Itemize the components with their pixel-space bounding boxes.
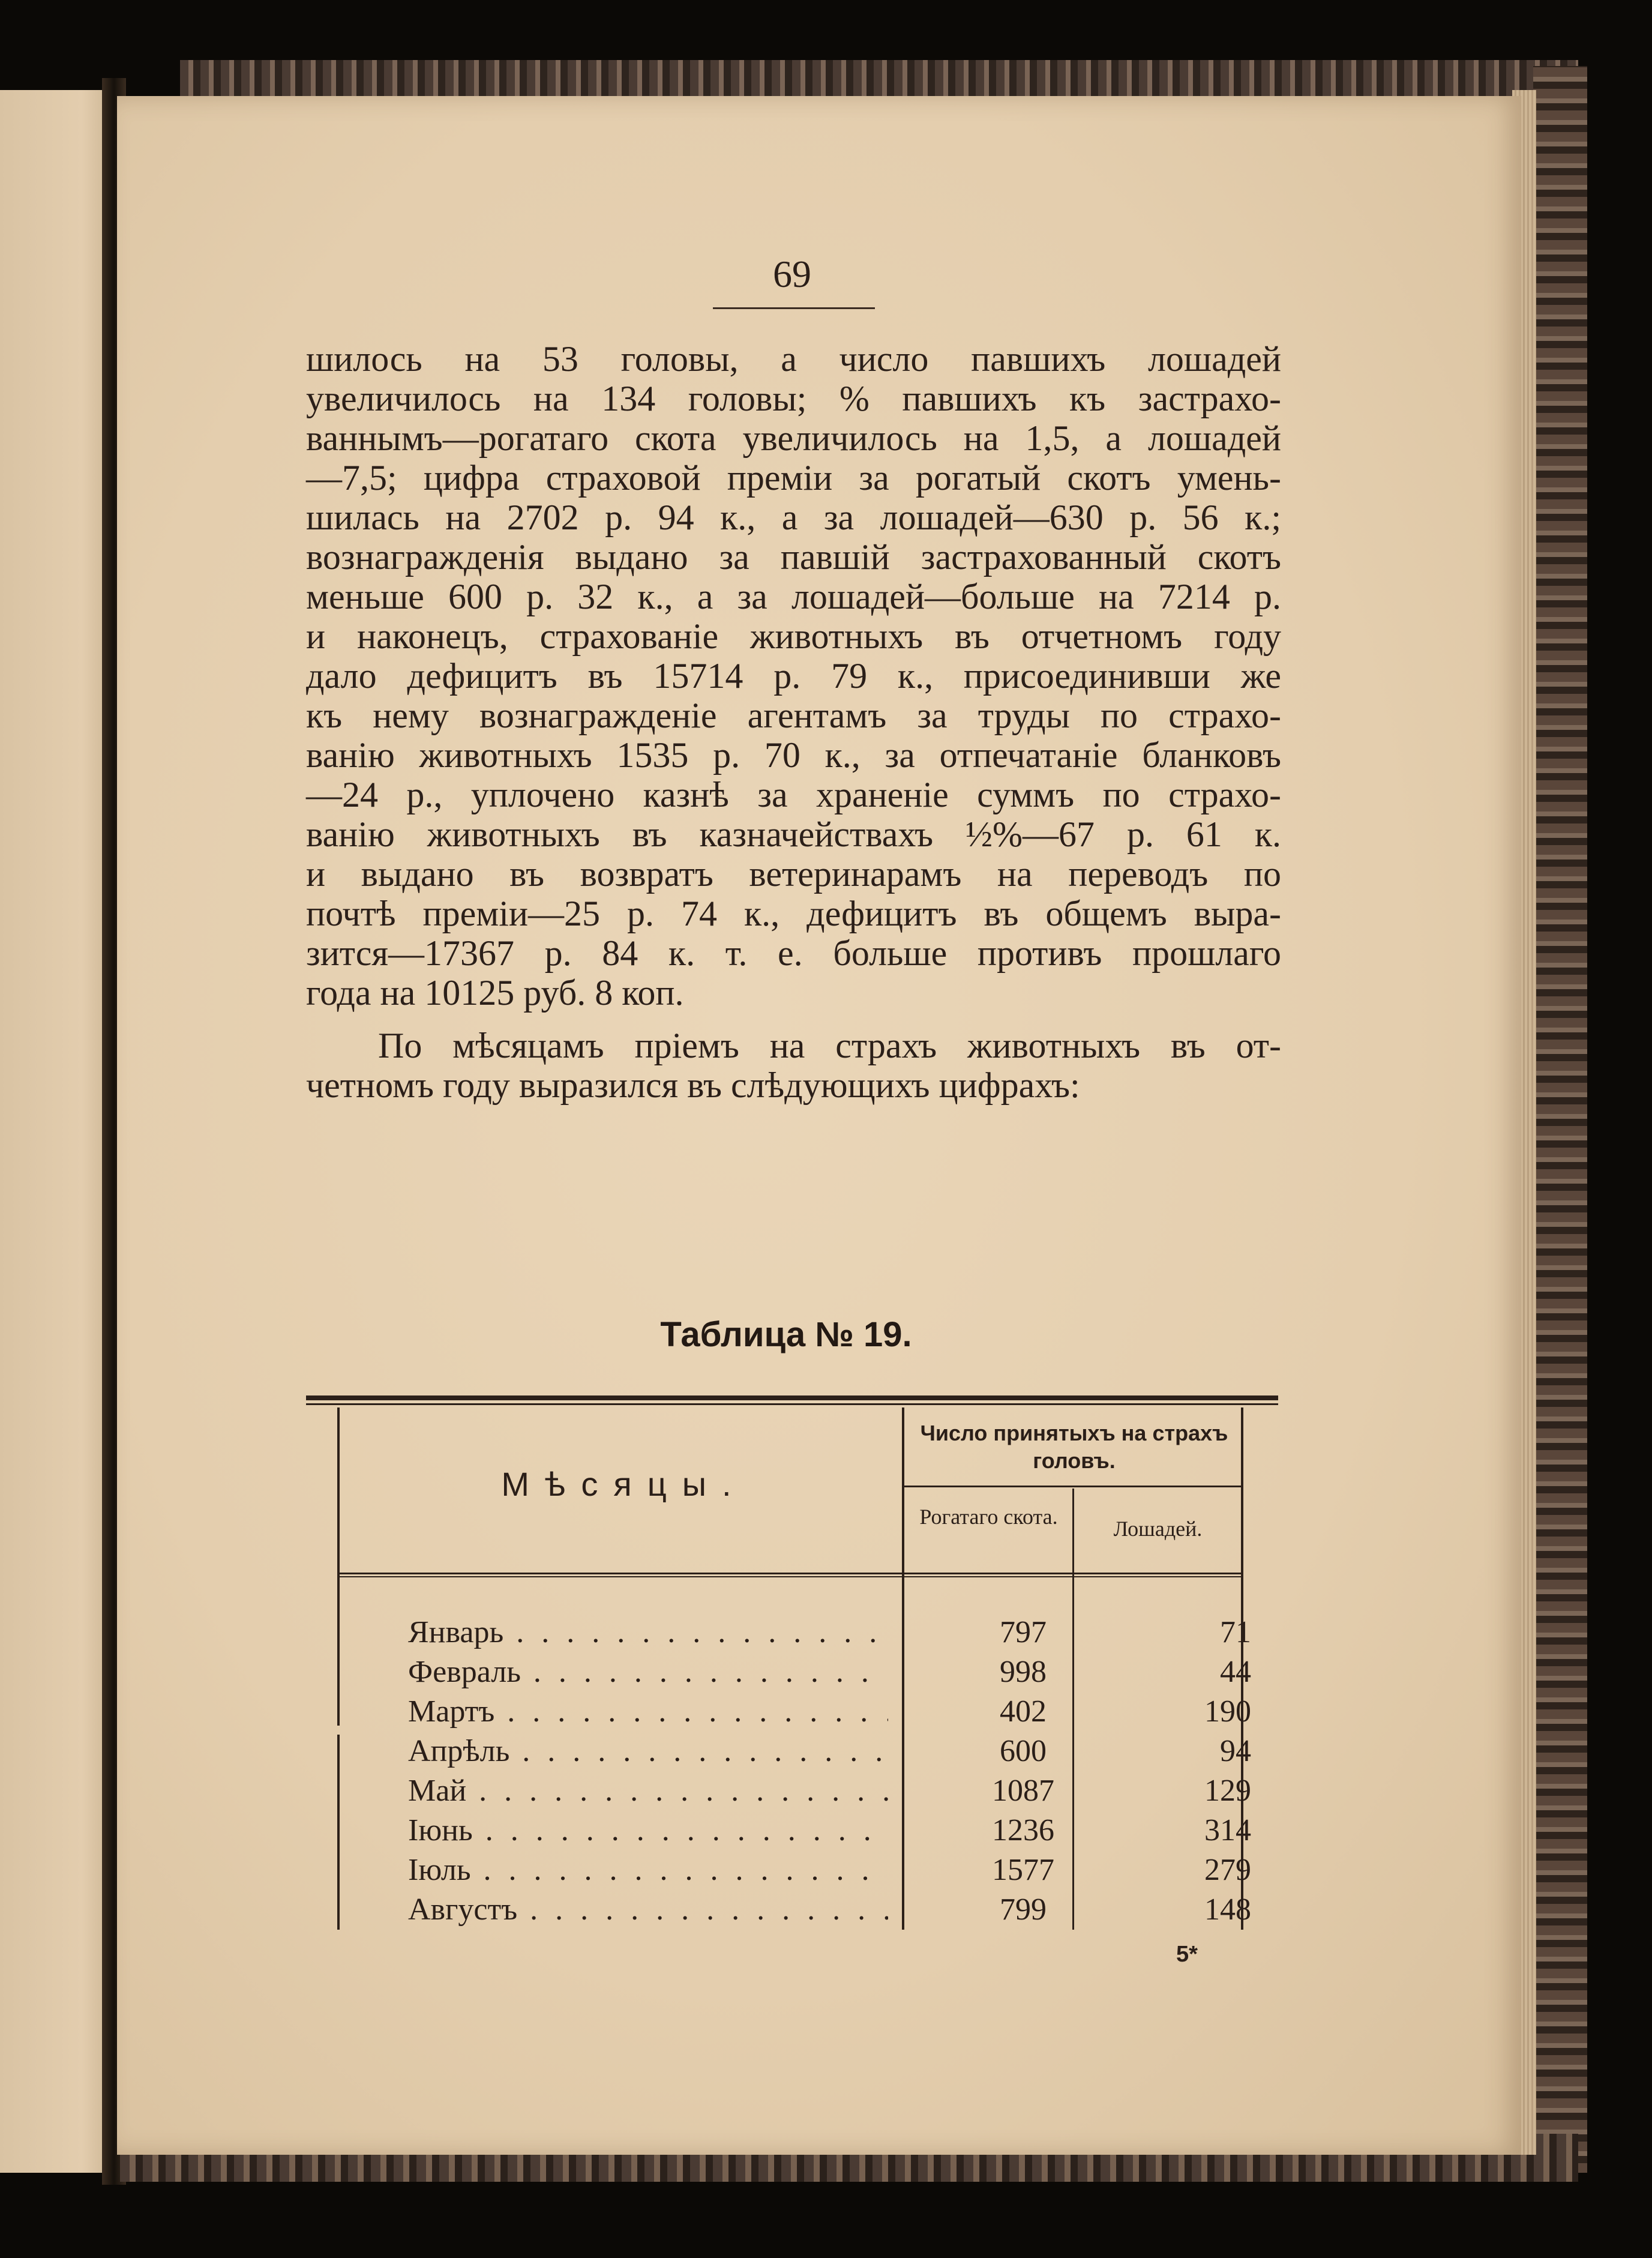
month-cell: Мартъ . . . [408, 1694, 888, 1729]
cattle-cell: 998 [1000, 1655, 1047, 1689]
table-row [408, 1892, 1260, 1931]
text-line: шилось на 53 головы, а число павшихъ лошадей [306, 339, 1281, 379]
text-line: ваннымъ—рогатаго скота увеличилось на 1,5, а лошадей [306, 418, 1281, 458]
text-line: и выдано въ возвратъ ветеринарамъ на переводъ по [306, 854, 1281, 894]
text-line: ванiю животныхъ въ казначействахъ ½%—67 р. 61 к. [306, 814, 1281, 854]
horses-cell: 44 [1220, 1655, 1251, 1689]
month-cell: Iюнь . . . [408, 1813, 888, 1848]
horses-cell: 279 [1204, 1853, 1251, 1887]
col-header-cattle: Рогатаго скота. [919, 1505, 1058, 1529]
text-line: года на 10125 руб. 8 коп. [306, 973, 684, 1013]
text-line: къ нему вознагражденiе агентамъ за труды по страхо- [306, 696, 1281, 735]
table-row [408, 1733, 1260, 1773]
col-group-header: Число принятыхъ на страхъ головъ. [920, 1421, 1228, 1473]
table-left-border-lower [337, 1735, 340, 1930]
cattle-cell: 1577 [992, 1853, 1054, 1887]
horses-cell: 94 [1220, 1734, 1251, 1768]
text-line: зится—17367 р. 84 к. т. е. больше противъ прошлаго [306, 933, 1281, 973]
signature-mark: 5* [1176, 1942, 1198, 1967]
cattle-cell: 797 [1000, 1615, 1047, 1649]
text-line: меньше 600 р. 32 к., а за лошадей—больше на 7214 р. [306, 577, 1281, 616]
cattle-cell: 1236 [992, 1813, 1054, 1847]
table-header-rule [339, 1573, 1241, 1574]
col-header-horses: Лошадей. [1113, 1517, 1203, 1541]
table-row [408, 1852, 1260, 1892]
table-row [408, 1654, 1260, 1694]
table-row [408, 1694, 1260, 1733]
table-caption: Таблица № 19. [660, 1315, 912, 1354]
text-line: увеличилось на 134 головы; % павшихъ къ застрахо- [306, 379, 1281, 418]
horses-cell: 129 [1204, 1774, 1251, 1808]
month-cell: Августъ . . . [408, 1892, 888, 1927]
body-text [306, 339, 1281, 1105]
month-cell: Февраль . . . [408, 1654, 888, 1690]
text-line: дало дефицитъ въ 15714 р. 79 к., присоединивши же [306, 656, 1281, 696]
text-line: вознагражденiя выдано за павшiй застрахованный скотъ [306, 537, 1281, 577]
text-line: ванiю животныхъ 1535 р. 70 к., за отпечатанiе бланковъ [306, 735, 1281, 775]
table-left-border-upper [337, 1407, 340, 1726]
cattle-cell: 600 [1000, 1734, 1047, 1768]
text-line: —7,5; цифра страховой премiи за рогатый скотъ умень- [306, 458, 1281, 498]
horses-cell: 190 [1204, 1694, 1251, 1729]
text-line: По мѣсяцамъ прiемъ на страхъ животныхъ въ от- [378, 1026, 1281, 1065]
table-group-rule [903, 1486, 1241, 1487]
horses-cell: 148 [1204, 1892, 1251, 1927]
horses-cell: 314 [1204, 1813, 1251, 1847]
cattle-cell: 1087 [992, 1774, 1054, 1808]
cattle-cell: 402 [1000, 1694, 1047, 1729]
cattle-cell: 799 [1000, 1892, 1047, 1927]
table-row [408, 1773, 1260, 1813]
table-header-rule-thin [339, 1576, 1241, 1577]
table-row [408, 1813, 1260, 1852]
month-cell: Май . . . [408, 1773, 888, 1808]
text-line: шилась на 2702 р. 94 к., а за лошадей—630 р. 56 к.; [306, 498, 1281, 537]
cover-right [1533, 66, 1587, 2173]
page-number-rule [713, 307, 875, 309]
text-line: —24 р., уплочено казнѣ за храненiе суммъ по страхо- [306, 775, 1281, 814]
text-line: четномъ году выразился въ слѣдующихъ цифрахъ: [306, 1065, 1080, 1105]
text-line: почтѣ премiи—25 р. 74 к., дефицитъ въ общемъ выра- [306, 894, 1281, 933]
table-top-rule [306, 1395, 1278, 1400]
text-line: и наконецъ, страхованiе животныхъ въ отчетномъ году [306, 616, 1281, 656]
table-top-rule-thin [306, 1403, 1278, 1405]
left-page-edge [0, 90, 117, 2173]
month-cell: Январь . . . [408, 1615, 888, 1650]
col-header-months: Мѣсяцы. [501, 1465, 747, 1503]
month-cell: Iюль . . . [408, 1852, 888, 1888]
horses-cell: 71 [1220, 1615, 1251, 1649]
page-number: 69 [773, 253, 811, 295]
table-row [408, 1615, 1260, 1654]
month-cell: Апрѣль . . . [408, 1733, 888, 1769]
